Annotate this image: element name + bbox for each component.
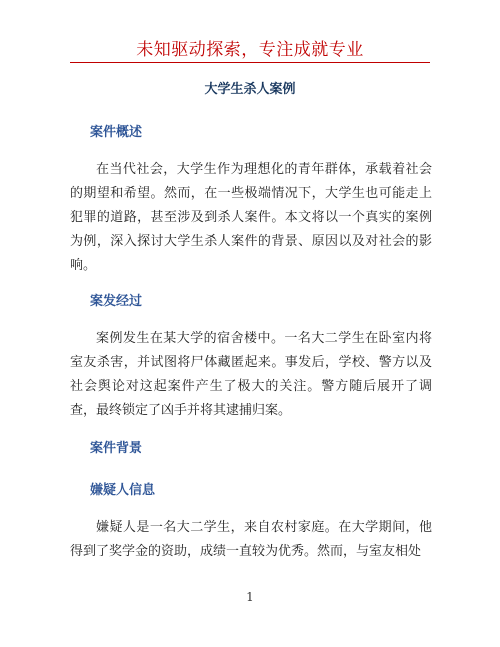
header-divider [70,62,430,63]
document-title: 大学生杀人案例 [204,82,296,97]
section-heading-background: 案件背景 [90,441,143,456]
section-heading-suspect: 嫌疑人信息 [90,483,156,498]
section-paragraph-overview: 在当代社会，大学生作为理想化的青年群体，承载着社会的期望和希望。然而，在一些极端情况下，大学生也可能走上犯罪的道路，甚至涉及到杀人案件。本文将以一个真实的案例为例，深入探讨大学生杀人案件的背景、原因以及对社会的影响。 [70,162,432,273]
section-heading-overview: 案件概述 [90,125,143,140]
section-heading-incident: 案发经过 [90,294,143,309]
page-number: 1 [246,590,254,604]
section-paragraph-suspect: 嫌疑人是一名大二学生，来自农村家庭。在大学期间，他得到了奖学金的资助，成绩一直较为优秀。然而，与室友相处 [70,520,432,559]
section-paragraph-incident: 案例发生在某大学的宿舍楼中。一名大二学生在卧室内将室友杀害，并试图将尸体藏匿起来。事发后，学校、警方以及社会舆论对这起案件产生了极大的关注。警方随后展开了调查，最终锁定了凶手并将其逮捕归案。 [70,331,432,418]
page-header: 未知驱动探索，专注成就专业 [136,40,364,60]
